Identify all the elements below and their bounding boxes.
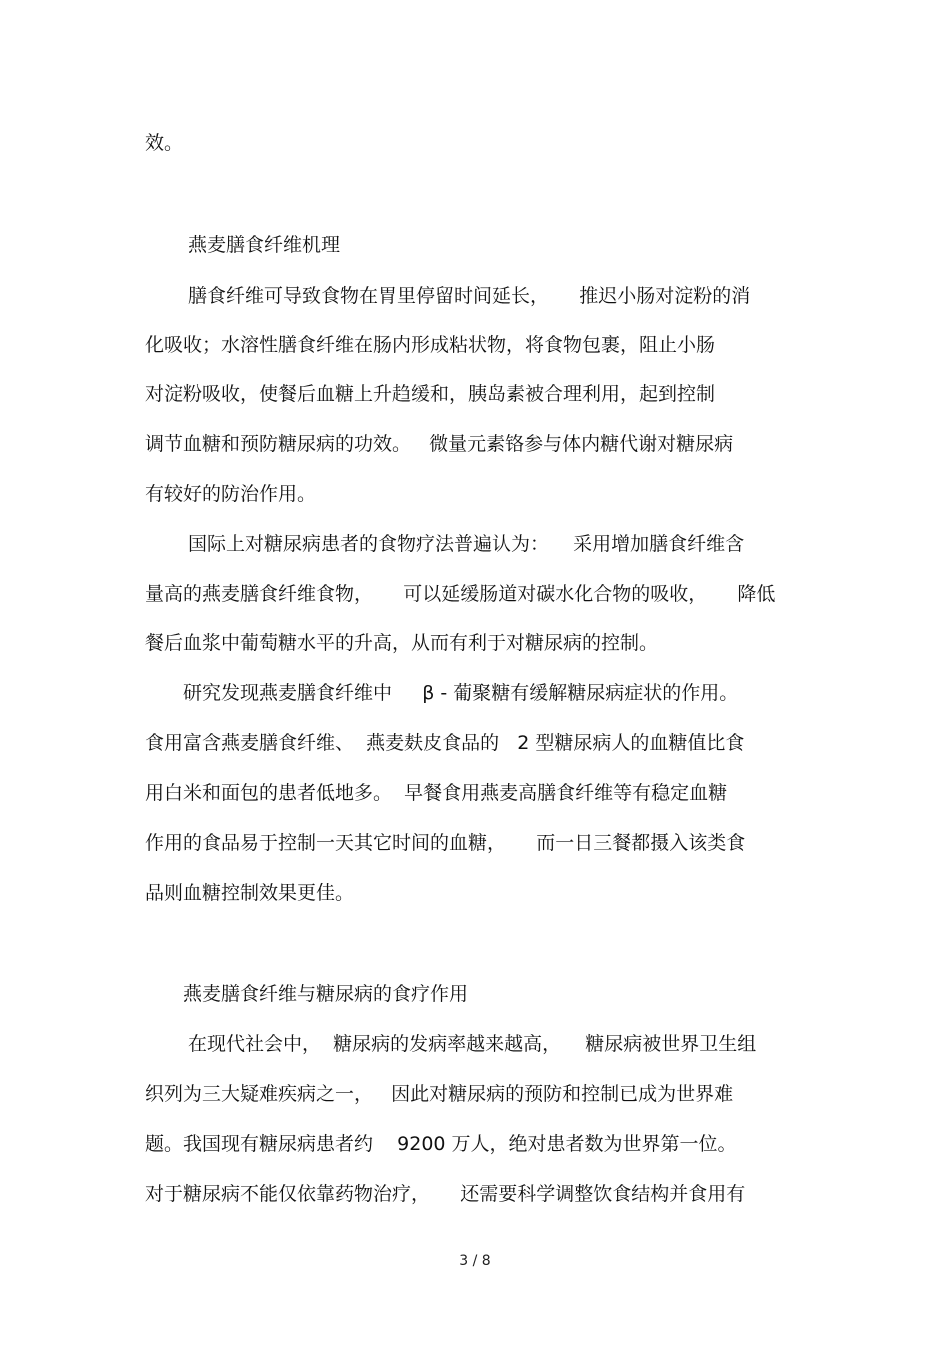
paragraph-line: 食用富含燕麦膳食纤维、 燕麦麸皮食品的 2 型糖尿病人的血糖值比食 bbox=[145, 732, 745, 754]
paragraph-line: 题。我国现有糖尿病患者约 9200 万人，绝对患者数为世界第一位。 bbox=[145, 1133, 737, 1155]
paragraph-line: 品则血糖控制效果更佳。 bbox=[145, 882, 355, 904]
paragraph-line: 效。 bbox=[145, 132, 184, 154]
paragraph-line: 膳食纤维可导致食物在胃里停留时间延长， 推迟小肠对淀粉的消 bbox=[188, 285, 751, 307]
paragraph-line: 研究发现燕麦膳食纤维中 β - 葡聚糖有缓解糖尿病症状的作用。 bbox=[183, 682, 739, 704]
paragraph-line: 餐后血浆中葡萄糖水平的升高，从而有利于对糖尿病的控制。 bbox=[145, 632, 659, 654]
paragraph-line: 国际上对糖尿病患者的食物疗法普遍认为： 采用增加膳食纤维含 bbox=[188, 533, 745, 555]
paragraph-line: 有较好的防治作用。 bbox=[145, 483, 317, 505]
paragraph-line: 对淀粉吸收，使餐后血糖上升趋缓和，胰岛素被合理利用，起到控制 bbox=[145, 383, 716, 405]
paragraph-line: 织列为三大疑难疾病之一， 因此对糖尿病的预防和控制已成为世界难 bbox=[145, 1083, 734, 1105]
paragraph-line: 调节血糖和预防糖尿病的功效。 微量元素铬参与体内糖代谢对糖尿病 bbox=[145, 433, 734, 455]
paragraph-line: 用白米和面包的患者低地多。 早餐食用燕麦高膳食纤维等有稳定血糖 bbox=[145, 782, 728, 804]
page-number: 3 / 8 bbox=[459, 1253, 491, 1269]
paragraph-line: 化吸收；水溶性膳食纤维在肠内形成粘状物，将食物包裹，阻止小肠 bbox=[145, 334, 716, 356]
paragraph-line: 在现代社会中， 糖尿病的发病率越来越高， 糖尿病被世界卫生组 bbox=[188, 1033, 757, 1055]
paragraph-line: 作用的食品易于控制一天其它时间的血糖， 而一日三餐都摄入该类食 bbox=[145, 832, 746, 854]
section-heading: 燕麦膳食纤维与糖尿病的食疗作用 bbox=[183, 983, 469, 1005]
paragraph-line: 量高的燕麦膳食纤维食物， 可以延缓肠道对碳水化合物的吸收， 降低 bbox=[145, 583, 776, 605]
section-heading: 燕麦膳食纤维机理 bbox=[188, 234, 341, 256]
paragraph-line: 对于糖尿病不能仅依靠药物治疗， 还需要科学调整饮食结构并食用有 bbox=[145, 1183, 746, 1205]
